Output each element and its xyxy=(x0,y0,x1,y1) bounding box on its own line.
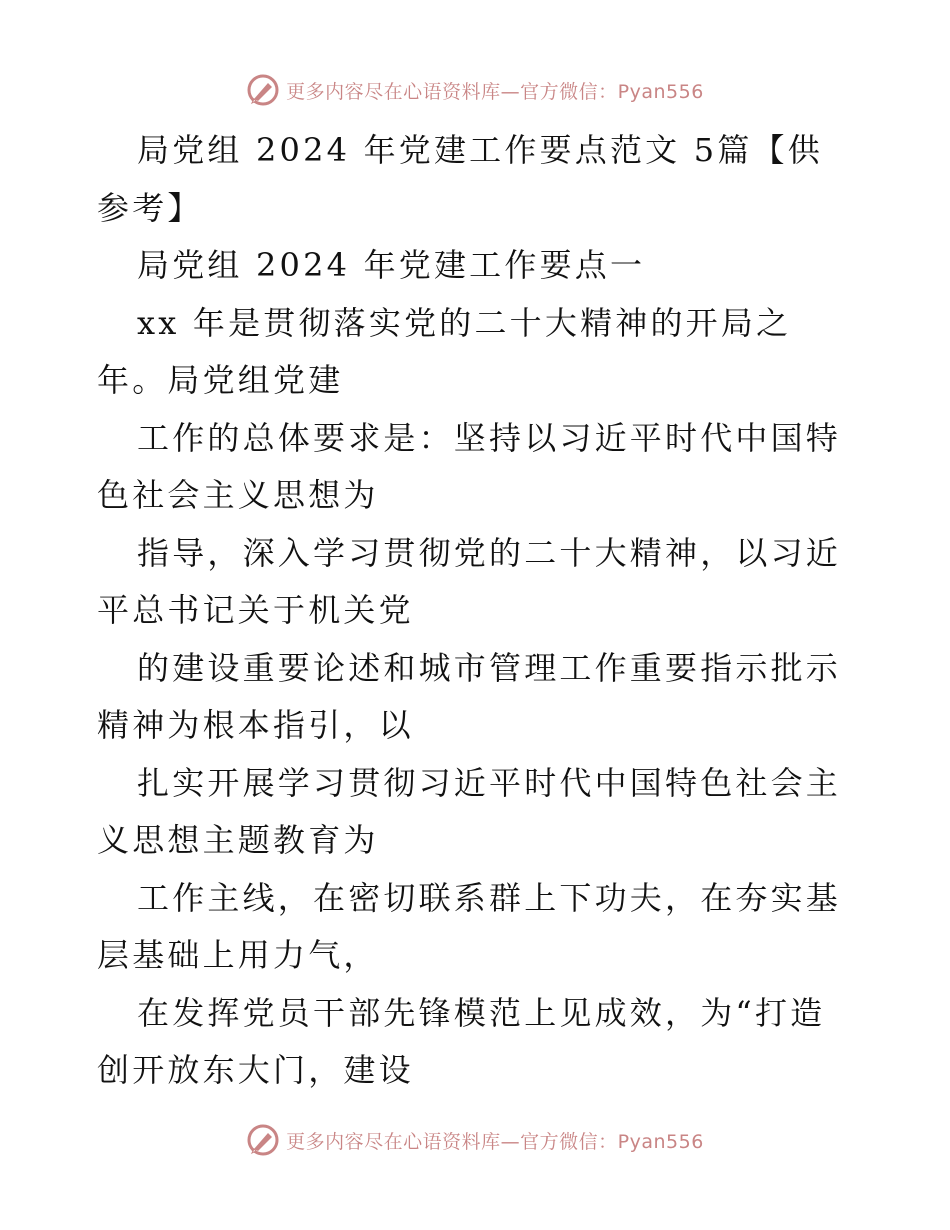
paragraph: 在发挥党员干部先锋模范上见成效，为“打造创开放东大门，建设 xyxy=(97,993,826,1089)
paragraph: 指导，深入学习贯彻党的二十大精神，以习近平总书记关于机关党 xyxy=(97,533,842,629)
paragraph: 扎实开展学习贯彻习近平时代中国特色社会主义思想主题教育为 xyxy=(97,763,842,859)
watermark-banner-top xyxy=(0,70,950,110)
section-heading: 局党组 2024 年党建工作要点一 xyxy=(137,246,646,284)
pen-logo-icon xyxy=(246,1123,280,1157)
paragraph: 的建设重要论述和城市管理工作重要指示批示精神为根本指引，以 xyxy=(97,648,842,744)
document-title: 局党组 2024 年党建工作要点范文 5篇【供参考】 xyxy=(97,131,823,227)
watermark-banner-bottom xyxy=(0,1120,950,1160)
watermark-text-bottom: 更多内容尽在心语资料库—官方微信：Pyan556 xyxy=(286,1130,704,1153)
watermark-text-top: 更多内容尽在心语资料库—官方微信：Pyan556 xyxy=(286,80,704,103)
paragraph: xx 年是贯彻落实党的二十大精神的开局之年。局党组党建 xyxy=(97,303,792,399)
paragraph: 工作的总体要求是：坚持以习近平时代中国特色社会主义思想为 xyxy=(97,418,842,514)
pen-logo-icon xyxy=(246,73,280,107)
document-body xyxy=(97,122,857,1100)
paragraph: 工作主线，在密切联系群上下功夫，在夯实基层基础上用力气， xyxy=(97,878,842,974)
